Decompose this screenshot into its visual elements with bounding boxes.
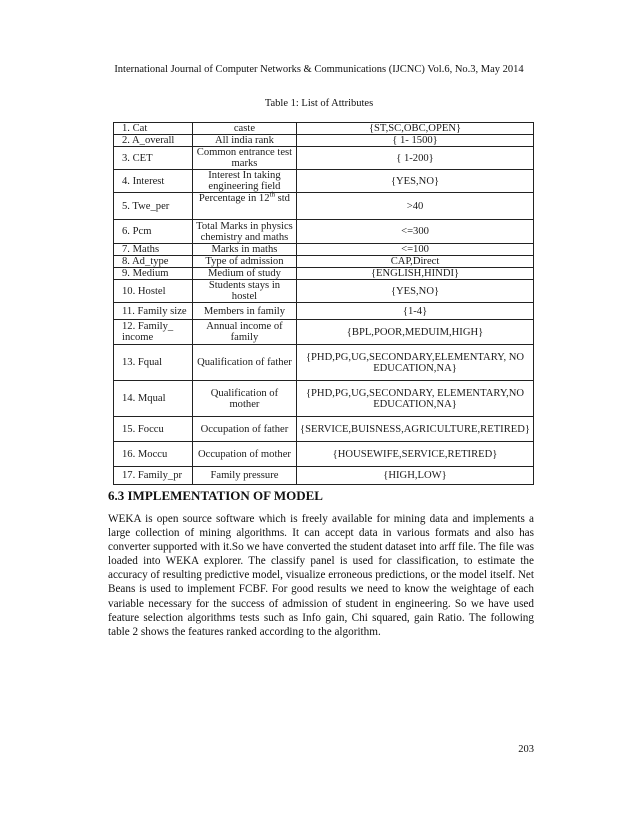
attr-values: {1-4} xyxy=(297,303,534,320)
attr-values: { 1- 1500} xyxy=(297,135,534,147)
section-title: 6.3 IMPLEMENTATION OF MODEL xyxy=(108,488,323,503)
attr-values: {ST,SC,OBC,OPEN} xyxy=(297,123,534,135)
attr-desc: Marks in maths xyxy=(192,244,296,256)
attr-name: 8. Ad_type xyxy=(114,256,193,268)
table-row xyxy=(114,268,534,280)
attr-name: 2. A_overall xyxy=(114,135,193,147)
attr-desc: Annual income of family xyxy=(192,320,296,345)
attr-desc: Common entrance test marks xyxy=(192,147,296,170)
table-row xyxy=(114,170,534,193)
attr-values: {PHD,PG,UG,SECONDARY,ELEMENTARY, NO EDUCATION,NA} xyxy=(297,345,534,381)
attr-values: {HOUSEWIFE,SERVICE,RETIRED} xyxy=(297,442,534,467)
attr-name: 16. Moccu xyxy=(114,442,193,467)
table-row xyxy=(114,320,534,345)
attr-values: {HIGH,LOW} xyxy=(297,467,534,485)
table-row xyxy=(114,135,534,147)
table-row xyxy=(114,303,534,320)
attr-desc: Students stays in hostel xyxy=(192,280,296,303)
attr-values: <=300 xyxy=(297,220,534,244)
table-row xyxy=(114,345,534,381)
table-row xyxy=(114,256,534,268)
attr-name: 12. Family_ income xyxy=(114,320,193,345)
body-paragraph: WEKA is open source software which is freely available for mining data and implements a large collection of mining algorithms. It can accept data in various formats and also has converter supported with it.So we have converted the student dataset into arff file. The file was loaded into WEKA explorer. The classify panel is used for classification, to estimate the accuracy of resulting predictive model, visualize erroneous predictions, or the model itself. Net Beans is used to implement FCBF. For good results we need to know the weightage of each variable necessary for the success of admission of student in engineering. So we have used feature selection algorithms tests such as Info gain, Chi squared, gain Ratio. The following table 2 shows the features ranked according to the algorithm. xyxy=(108,513,534,638)
attr-name: 17. Family_pr xyxy=(114,467,193,485)
attr-name: 7. Maths xyxy=(114,244,193,256)
attr-desc: caste xyxy=(192,123,296,135)
attr-desc: Qualification of mother xyxy=(192,381,296,417)
attr-name: 11. Family size xyxy=(114,303,193,320)
attr-desc: Type of admission xyxy=(192,256,296,268)
page-number: 203 xyxy=(518,744,534,755)
attr-values: {YES,NO} xyxy=(297,280,534,303)
journal-header: International Journal of Computer Networks & Communications (IJCNC) Vol.6, No.3, May 2014 xyxy=(114,64,524,75)
table-row xyxy=(114,417,534,442)
table-caption: Table 1: List of Attributes xyxy=(264,98,374,109)
attr-values: CAP,Direct xyxy=(297,256,534,268)
table-row xyxy=(114,467,534,485)
attr-name: 9. Medium xyxy=(114,268,193,280)
table-row xyxy=(114,147,534,170)
attr-desc: Occupation of mother xyxy=(192,442,296,467)
attr-desc: Members in family xyxy=(192,303,296,320)
attr-name: 6. Pcm xyxy=(114,220,193,244)
attr-desc: Percentage in 12th std xyxy=(192,193,296,220)
attr-values: >40 xyxy=(297,193,534,220)
attr-values: {PHD,PG,UG,SECONDARY, ELEMENTARY,NO EDUCATION,NA} xyxy=(297,381,534,417)
attr-name: 4. Interest xyxy=(114,170,193,193)
attr-values: {ENGLISH,HINDI} xyxy=(297,268,534,280)
attr-name: 3. CET xyxy=(114,147,193,170)
table-row xyxy=(114,193,534,220)
attr-values: {SERVICE,BUISNESS,AGRICULTURE,RETIRED} xyxy=(297,417,534,442)
attr-values: { 1-200} xyxy=(297,147,534,170)
table-row xyxy=(114,280,534,303)
attr-desc: Occupation of father xyxy=(192,417,296,442)
attr-name: 14. Mqual xyxy=(114,381,193,417)
attr-values: {YES,NO} xyxy=(297,170,534,193)
table-row xyxy=(114,381,534,417)
table-row xyxy=(114,220,534,244)
attr-values: <=100 xyxy=(297,244,534,256)
attr-desc: Total Marks in physics chemistry and maths xyxy=(192,220,296,244)
attr-name: 15. Foccu xyxy=(114,417,193,442)
attributes-table xyxy=(113,122,534,485)
attr-values: {BPL,POOR,MEDUIM,HIGH} xyxy=(297,320,534,345)
attr-desc: Family pressure xyxy=(192,467,296,485)
table-row xyxy=(114,442,534,467)
attr-desc: Interest In taking engineering field xyxy=(192,170,296,193)
attr-name: 13. Fqual xyxy=(114,345,193,381)
attr-desc: Qualification of father xyxy=(192,345,296,381)
attr-name: 10. Hostel xyxy=(114,280,193,303)
attr-desc: All india rank xyxy=(192,135,296,147)
attr-name: 1. Cat xyxy=(114,123,193,135)
attr-desc: Medium of study xyxy=(192,268,296,280)
table-row xyxy=(114,244,534,256)
attr-name: 5. Twe_per xyxy=(114,193,193,220)
table-row xyxy=(114,123,534,135)
